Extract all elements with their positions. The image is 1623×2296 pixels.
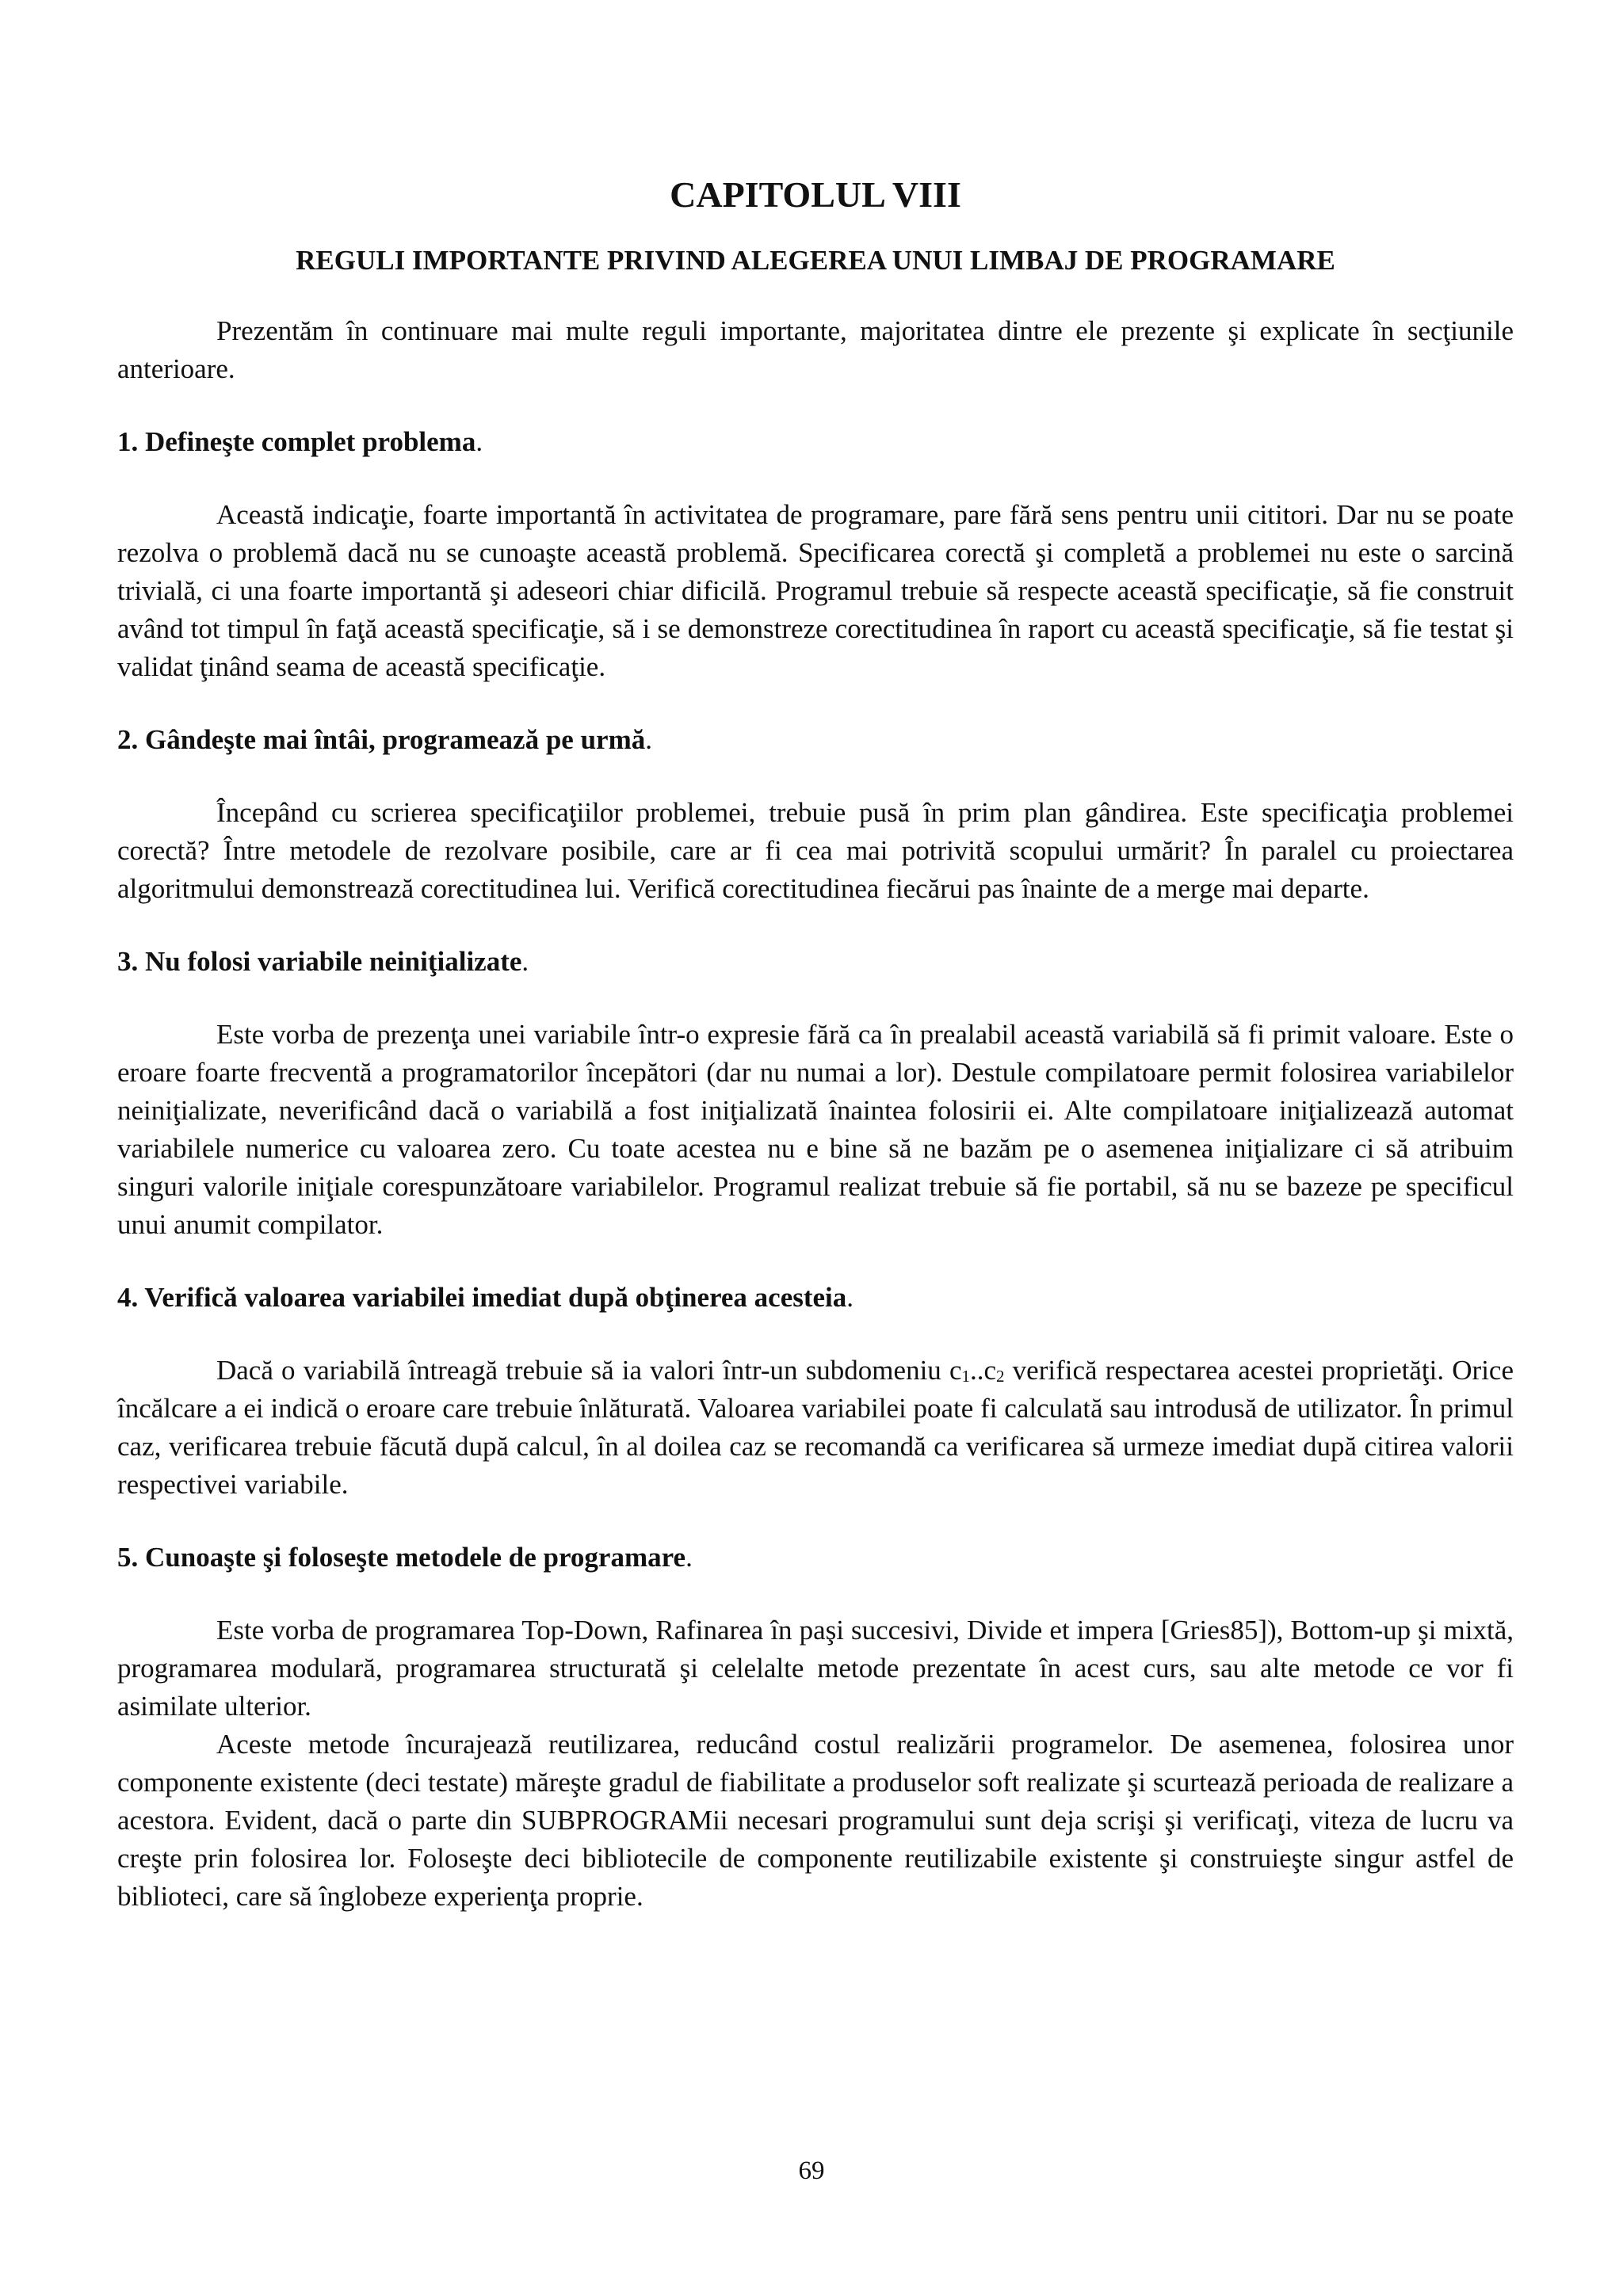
section-heading-3 xyxy=(117,943,1514,981)
section-2-paragraph: Începând cu scrierea specificaţiilor problemei, trebuie pusă în prim plan gândirea. Este specificaţia problemei corectă? Între metodele de rezolvare posibile, care ar fi cea mai potrivită scopului urmărit? În paralel cu proiectarea algoritmului demonstrează corectitudinea lui. Verifică corectitudinea fiecărui pas înainte de a merge mai departe. xyxy=(117,797,1514,904)
heading-period: . xyxy=(475,426,483,457)
section-5-paragraph-2: Aceste metode încurajează reutilizarea, reducând costul realizării programelor. De asemenea, folosirea unor componente existente (deci testate) măreşte gradul de fiabilitate a produselor soft realizate şi scurtează perioada de realizare a acestora. Evident, dacă o parte din SUBPROGRAMii necesari programului sunt deja scrişi şi verificaţi, viteza de lucru va creşte prin folosirea lor. Foloseşte deci bibliotecile de componente reutilizabile existente şi construieşte singur astfel de biblioteci, care să înglobeze experienţa proprie. xyxy=(117,1729,1514,1912)
chapter-subtitle: REGULI IMPORTANTE PRIVIND ALEGEREA UNUI LIMBAJ DE PROGRAMARE xyxy=(296,245,1335,276)
heading-period: . xyxy=(685,1542,693,1573)
chapter-title: CAPITOLUL VIII xyxy=(670,174,961,215)
section-3-paragraph: Este vorba de prezenţa unei variabile într-o expresie fără ca în prealabil această variabilă să fi primit valoare. Este o eroare foarte frecventă a programatorilor începători (dar nu numai a lor). Destule compilatoare permit folosirea variabilelor neiniţializate, neverificând dacă o variabilă a fost iniţializată înaintea folosirii ei. Alte compilatoare iniţializează automat variabilele numerice cu valoarea zero. Cu toate acestea nu e bine să ne bazăm pe o asemenea iniţializare ci să atribuim singuri valorile iniţiale corespunzătoare variabilelor. Programul realizat trebuie să fie portabil, să nu se bazeze pe specificul unui anumit compilator. xyxy=(117,1019,1514,1240)
section-heading-1-text: 1. Defineşte complet problema xyxy=(117,426,476,457)
section-4-paragraph xyxy=(117,1352,1514,1504)
heading-period: . xyxy=(645,724,652,755)
subscript-1: 1 xyxy=(961,1367,970,1386)
document-page xyxy=(117,158,1514,1916)
section-heading-5 xyxy=(117,1539,1514,1577)
page-number: 69 xyxy=(798,2157,825,2185)
section-1-paragraph: Această indicaţie, foarte importantă în activitatea de programare, pare fără sens pentru unii cititori. Dar nu se poate rezolva o problemă dacă nu se cunoaşte această problemă. Specificarea corectă şi completă a problemei nu este o sarcină trivială, ci una foarte importantă şi adeseori chiar dificilă. Programul trebuie să respecte această specificaţie, să fie construit având tot timpul în faţă această specificaţie, să i se demonstreze corectitudinea în raport cu această specificaţie, să fie testat şi validat ţinând seama de această specificaţie. xyxy=(117,499,1514,682)
section-heading-5-text: 5. Cunoaşte şi foloseşte metodele de programare xyxy=(117,1542,686,1573)
section-heading-4 xyxy=(117,1279,1514,1317)
section-5-paragraph-1: Este vorba de programarea Top-Down, Rafinarea în paşi succesivi, Divide et impera [Gries85]), Bottom-up şi mixtă, programarea modulară, programarea structurată şi celelalte metode prezentate în acest curs, sau alte metode ce vor fi asimilate ulterior. xyxy=(117,1615,1514,1722)
heading-period: . xyxy=(521,946,529,977)
section-4-text-part2: ..c xyxy=(969,1355,997,1386)
section-heading-1 xyxy=(117,423,1514,461)
section-4-text-part1: Dacă o variabilă întreagă trebuie să ia valori într-un subdomeniu c xyxy=(216,1355,962,1386)
intro-paragraph: Prezentăm în continuare mai multe reguli importante, majoritatea dintre ele prezente şi explicate în secţiunile anterioare. xyxy=(117,315,1514,384)
subscript-2: 2 xyxy=(996,1367,1005,1386)
section-heading-2 xyxy=(117,721,1514,759)
heading-period: . xyxy=(846,1282,854,1313)
section-heading-2-text: 2. Gândeşte mai întâi, programează pe urmă xyxy=(117,724,646,755)
section-heading-3-text: 3. Nu folosi variabile neiniţializate xyxy=(117,946,522,977)
section-4-text-part3: verifică respectarea acestei proprietăţi. Orice încălcare a ei indică o eroare care trebuie înlăturată. Valoarea variabilei poate fi calculată sau introdusă de utilizator. În primul caz, verificarea trebuie făcută după calcul, în al doilea caz se recomandă ca verificarea să urmeze imediat după citirea valorii respectivei variabile. xyxy=(117,1355,1514,1500)
section-heading-4-text: 4. Verifică valoarea variabilei imediat după obţinerea acesteia xyxy=(117,1282,847,1313)
